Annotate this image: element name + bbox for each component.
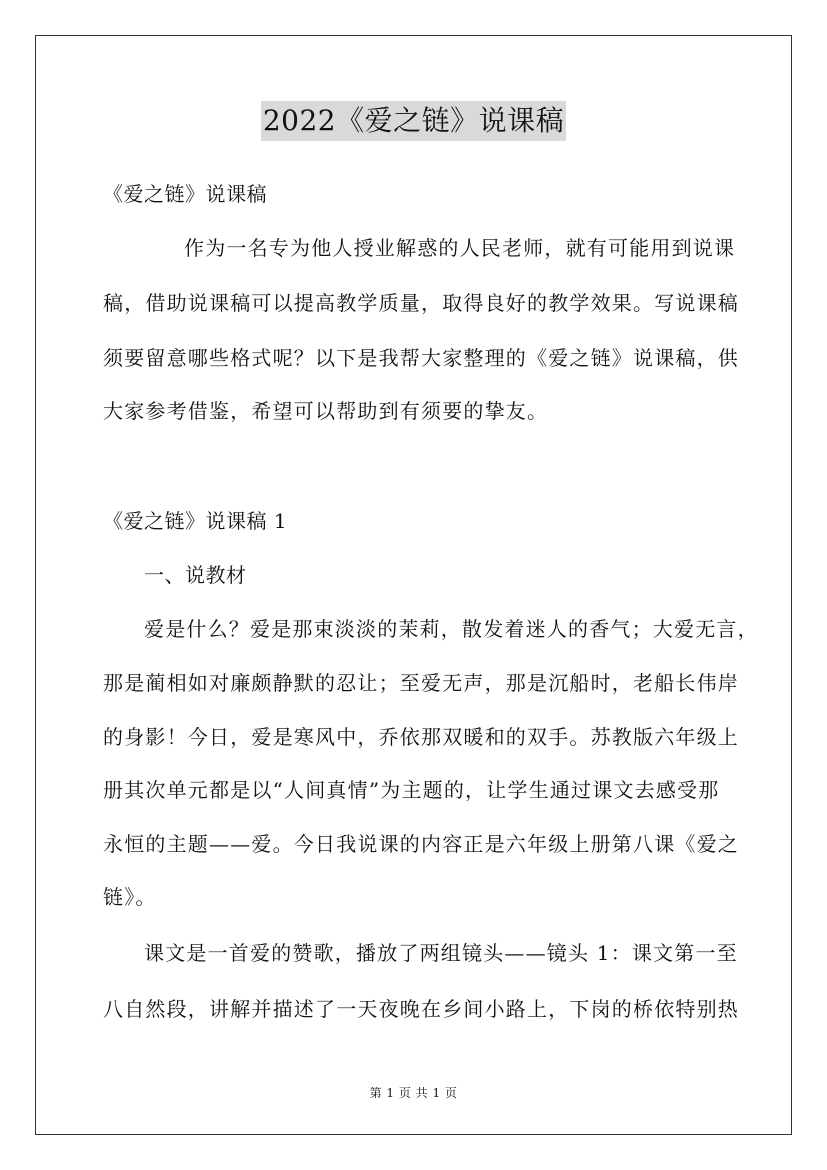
page-footer: 第 1 页 共 1 页 xyxy=(369,1086,458,1100)
paragraph-line: 那是蔺相如对廉颇静默的忍让；至爱无声，那是沉船时，老船长伟岸 xyxy=(103,671,739,695)
section-heading: 一、说教材 xyxy=(144,563,247,587)
document-subtitle: 《爱之链》说课稿 xyxy=(103,182,267,206)
paragraph-line: 永恒的主题——爱。今日我说课的内容正是六年级上册第八课《爱之 xyxy=(103,832,739,856)
intro-line: 作为一名专为他人授业解惑的人民老师，就有可能用到说课 xyxy=(184,236,736,260)
paragraph-line: 课文是一首爱的赞歌，播放了两组镜头——镜头 1：课文第一至 xyxy=(144,941,738,965)
intro-line: 稿，借助说课稿可以提高教学质量，取得良好的教学效果。写说课稿 xyxy=(103,291,739,315)
paragraph-line: 链》。 xyxy=(103,885,157,909)
document-title: 2022《爱之链》说课稿 xyxy=(261,101,566,141)
title-wrap xyxy=(0,101,827,141)
paragraph-line: 八自然段，讲解并描述了一天夜晚在乡间小路上，下岗的桥依特别热 xyxy=(103,997,739,1021)
paragraph-line: 的身影！今日，爱是寒风中，乔依那双暖和的双手。苏教版六年级上 xyxy=(103,725,739,749)
intro-line: 须要留意哪些格式呢？以下是我帮大家整理的《爱之链》说课稿，供 xyxy=(103,346,739,370)
intro-line: 大家参考借鉴，希望可以帮助到有须要的挚友。 xyxy=(103,399,549,423)
section-title: 《爱之链》说课稿 1 xyxy=(103,509,288,533)
paragraph-line: 爱是什么？爱是那束淡淡的茉莉，散发着迷人的香气；大爱无言， xyxy=(144,617,759,641)
paragraph-line: 册其次单元都是以“人间真情”为主题的，让学生通过课文去感受那 xyxy=(103,778,720,802)
